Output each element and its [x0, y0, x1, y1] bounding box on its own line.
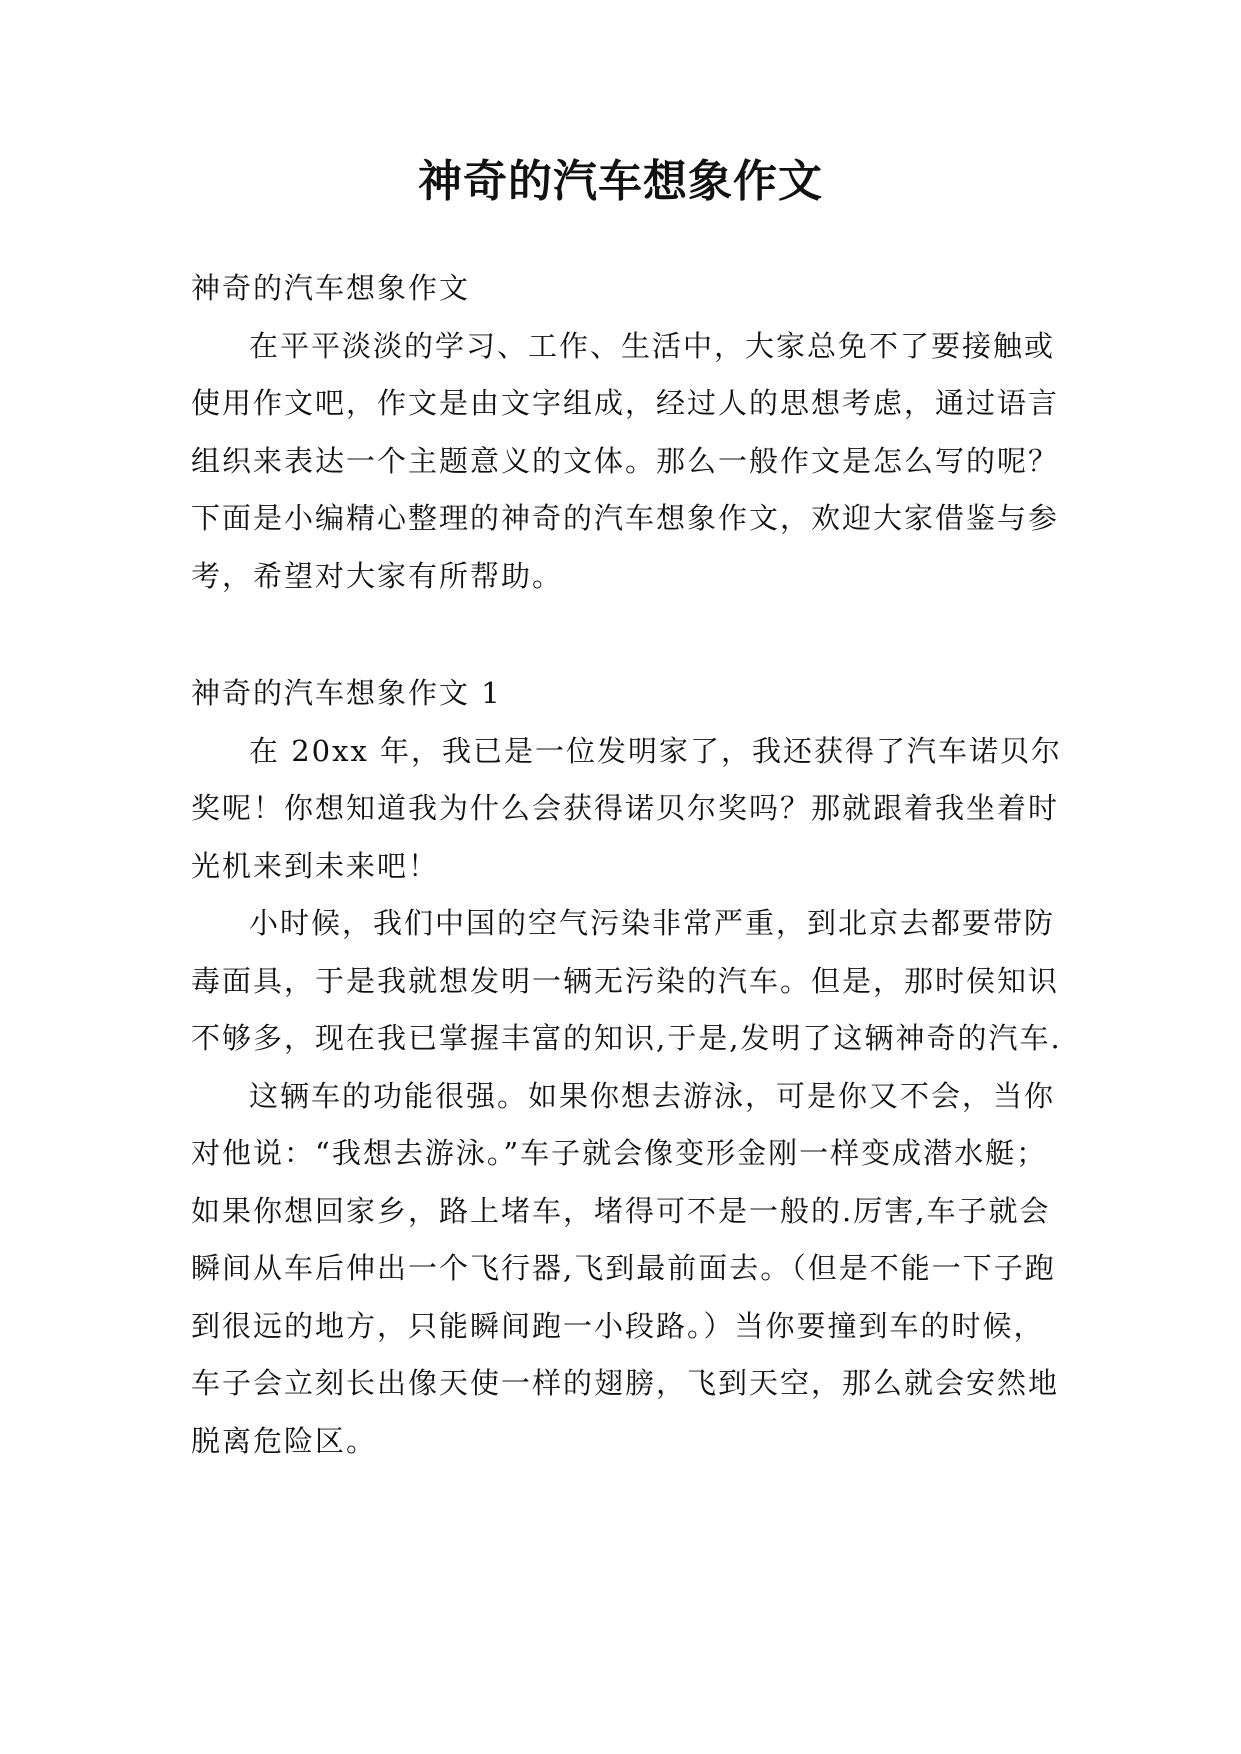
section-spacer [191, 605, 1071, 665]
intro-heading: 神奇的汽车想象作文 [191, 271, 471, 305]
document-body [191, 260, 1071, 1470]
section-heading-1: 神奇的汽车想象作文 1 [191, 676, 502, 710]
section1-paragraph-1: 在 20xx 年，我已是一位发明家了，我还获得了汽车诺贝尔奖呢！你想知道我为什么会获得诺贝尔奖吗？那就跟着我坐着时光机来到未来吧！ [191, 733, 1063, 883]
page-title: 神奇的汽车想象作文 [418, 156, 823, 207]
section1-paragraph-2: 小时候，我们中国的空气污染非常严重，到北京去都要带防毒面具，于是我就想发明一辆无污染的汽车。但是，那时侯知识不够多，现在我已掌握丰富的知识,于是,发明了这辆神奇的汽车. [191, 906, 1062, 1055]
section1-paragraph-3: 这辆车的功能很强。如果你想去游泳，可是你又不会，当你对他说：“我想去游泳。”车子就会像变形金刚一样变成潜水艇；如果你想回家乡，路上堵车，堵得可不是一般的.厉害,车子就会瞬间从车后伸出一个飞行器,飞到最前面去。（但是不能一下子跑到很远的地方，只能瞬间跑一小段路。）当你要撞到车的时候，车子会立刻长出像天使一样的翅膀，飞到天空，那么就会安然地脱离危险区。 [191, 1078, 1060, 1458]
intro-paragraph: 在平平淡淡的学习、工作、生活中，大家总免不了要接触或使用作文吧，作文是由文字组成，经过人的思想考虑，通过语言组织来表达一个主题意义的文体。那么一般作文是怎么写的呢？下面是小编精心整理的神奇的汽车想象作文，欢迎大家借鉴与参考，希望对大家有所帮助。 [191, 328, 1060, 593]
